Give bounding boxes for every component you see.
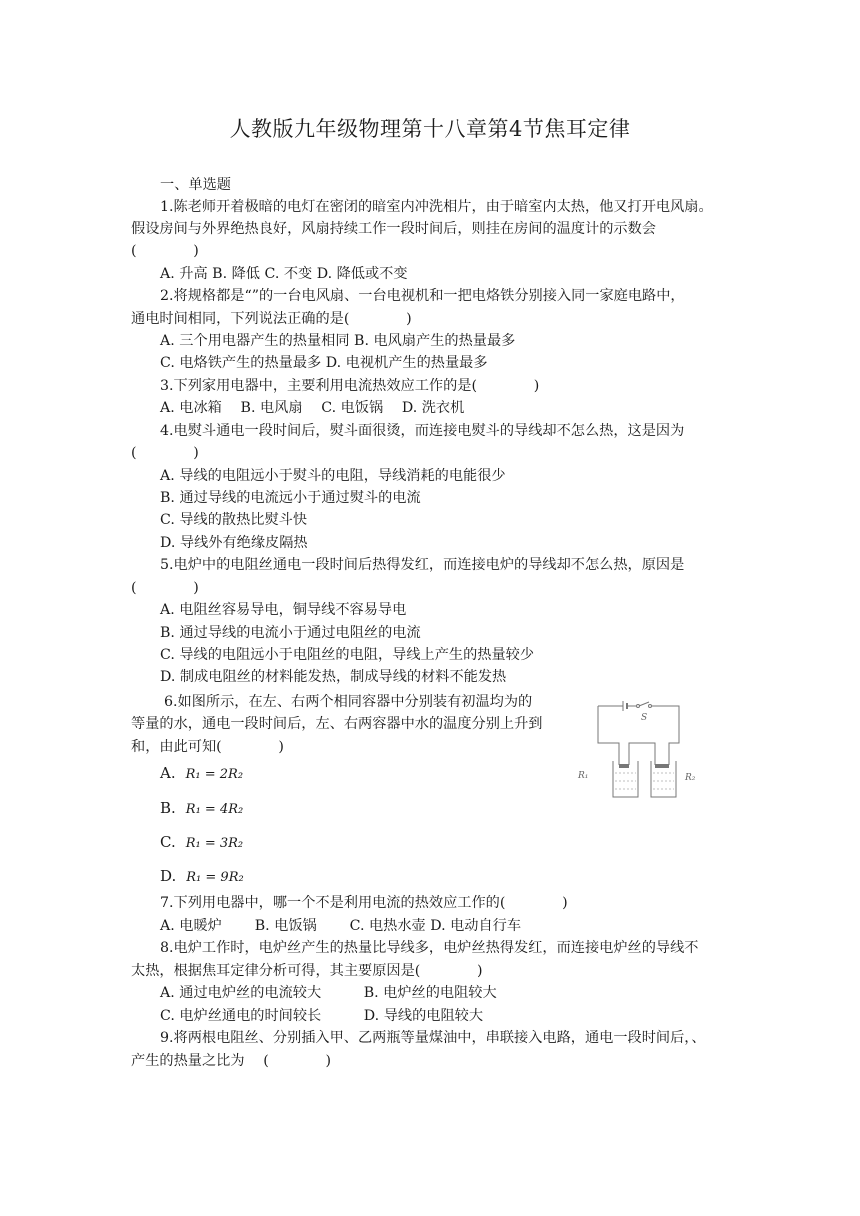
switch-blade: [639, 702, 649, 706]
q2-text-line1: 2.将规格都是“”的一台电风扇、一台电视机和一把电烙铁分别接入同一家庭电路中，: [160, 288, 685, 304]
q4-option-c: C. 导线的散热比熨斗快: [160, 512, 308, 528]
q1-text-line1: 1.陈老师开着极暗的电灯在密闭的暗室内冲洗相片，由于暗室内太热，他又打开电风扇。: [160, 199, 713, 215]
q3-text-line1: 3.下列家用电器中，主要利用电流热效应工作的是( ): [160, 378, 540, 394]
r2-label: R₂: [685, 773, 696, 783]
q7-text-line1: 7.下列用电器中，哪一个不是利用电流的热效应工作的( ): [160, 895, 568, 911]
q2-options-row2: C. 电烙铁产生的热量最多 D. 电视机产生的热量最多: [160, 355, 488, 371]
q5-option-b: B. 通过导线的电流小于通过电阻丝的电流: [160, 625, 421, 641]
q4-option-d: D. 导线外有绝缘皮隔热: [160, 535, 308, 551]
q8-options-row1: A. 通过电炉丝的电流较大 B. 电炉丝的电阻较大: [160, 985, 497, 1001]
q4-text-line1: 4.电熨斗通电一段时间后，熨斗面很烫，而连接电熨斗的导线却不怎么热，这是因为: [160, 423, 685, 439]
q4-text-line2: ( ): [131, 445, 199, 461]
switch-label: S: [641, 713, 648, 723]
q2-options-row1: A. 三个用电器产生的热量相同 B. 电风扇产生的热量最多: [160, 333, 516, 349]
q1-text-line2: 假设房间与外界绝热良好，风扇持续工作一段时间后，则挂在房间的温度计的示数会: [131, 221, 656, 237]
q8-options-row2: C. 电炉丝通电的时间较长 D. 导线的电阻较大: [160, 1008, 484, 1024]
q6-option-a: [160, 764, 243, 782]
q6-option-d-equation: R₁ = 9R₂: [186, 870, 244, 885]
q5-option-a: A. 电阻丝容易导电，铜导线不容易导电: [160, 602, 407, 618]
q6-option-c-equation: R₁ = 3R₂: [185, 836, 244, 851]
q6-option-b-equation: R₁ = 4R₂: [185, 802, 244, 817]
q8-text-line2: 太热，根据焦耳定律分析可得，其主要原因是( ): [131, 963, 483, 979]
resistor-r1: [619, 764, 629, 768]
q8-text-line1: 8.电炉工作时，电炉丝产生的热量比导线多，电炉丝热得发红，而连接电炉丝的导线不: [160, 940, 699, 956]
q6-text-line3: 和，由此可知( ): [131, 739, 284, 755]
q1-text-line3: ( ): [131, 243, 199, 259]
q4-option-a: A. 导线的电阻远小于熨斗的电阻，导线消耗的电能很少: [160, 468, 506, 484]
q5-option-c: C. 导线的电阻远小于电阻丝的电阻，导线上产生的热量较少: [160, 647, 535, 663]
q6-option-b-letter: B.: [160, 799, 176, 817]
q6-option-b: [160, 799, 243, 817]
resistor-r2: [655, 764, 669, 768]
q6-text-line2: 等量的水，通电一段时间后，左、右两容器中水的温度分别上升到: [131, 716, 543, 732]
q6-option-d-letter: D.: [160, 867, 177, 885]
q5-text-line2: ( ): [131, 580, 199, 596]
q6-option-a-equation: R₁ = 2R₂: [185, 767, 244, 782]
q6-option-d: [160, 867, 244, 885]
q5-option-d: D. 制成电阻丝的材料能发热，制成导线的材料不能发热: [160, 669, 507, 685]
q4-option-b: B. 通过导线的电流远小于通过熨斗的电流: [160, 490, 421, 506]
r1-label: R₁: [578, 771, 589, 781]
q2-text-line2: 通电时间相同，下列说法正确的是( ): [131, 311, 412, 327]
q1-options: A. 升高 B. 降低 C. 不变 D. 降低或不变: [160, 266, 408, 282]
q6-text-line1: 6.如图所示，在左、右两个相同容器中分别装有初温均为的: [164, 694, 533, 710]
q9-text-line1: 9.将两根电阻丝、分别插入甲、乙两瓶等量煤油中，串联接入电路，通电一段时间后，、: [160, 1030, 706, 1046]
section-heading: 一、单选题: [160, 177, 231, 193]
q6-option-c-letter: C.: [160, 833, 176, 851]
q6-option-a-letter: A.: [160, 764, 176, 782]
circuit-diagram: [573, 693, 703, 801]
page-title: 人教版九年级物理第十八章第4节焦耳定律: [229, 117, 631, 141]
q5-text-line1: 5.电炉中的电阻丝通电一段时间后热得发红，而连接电炉的导线却不怎么热，原因是: [160, 557, 685, 573]
q6-option-c: [160, 833, 243, 851]
q3-options: A. 电冰箱 B. 电风扇 C. 电饭锅 D. 洗衣机: [160, 400, 465, 416]
q9-text-line2: 产生的热量之比为 ( ): [131, 1053, 332, 1069]
q7-options: A. 电暖炉 B. 电饭锅 C. 电热水壶 D. 电动自行车: [160, 918, 522, 934]
